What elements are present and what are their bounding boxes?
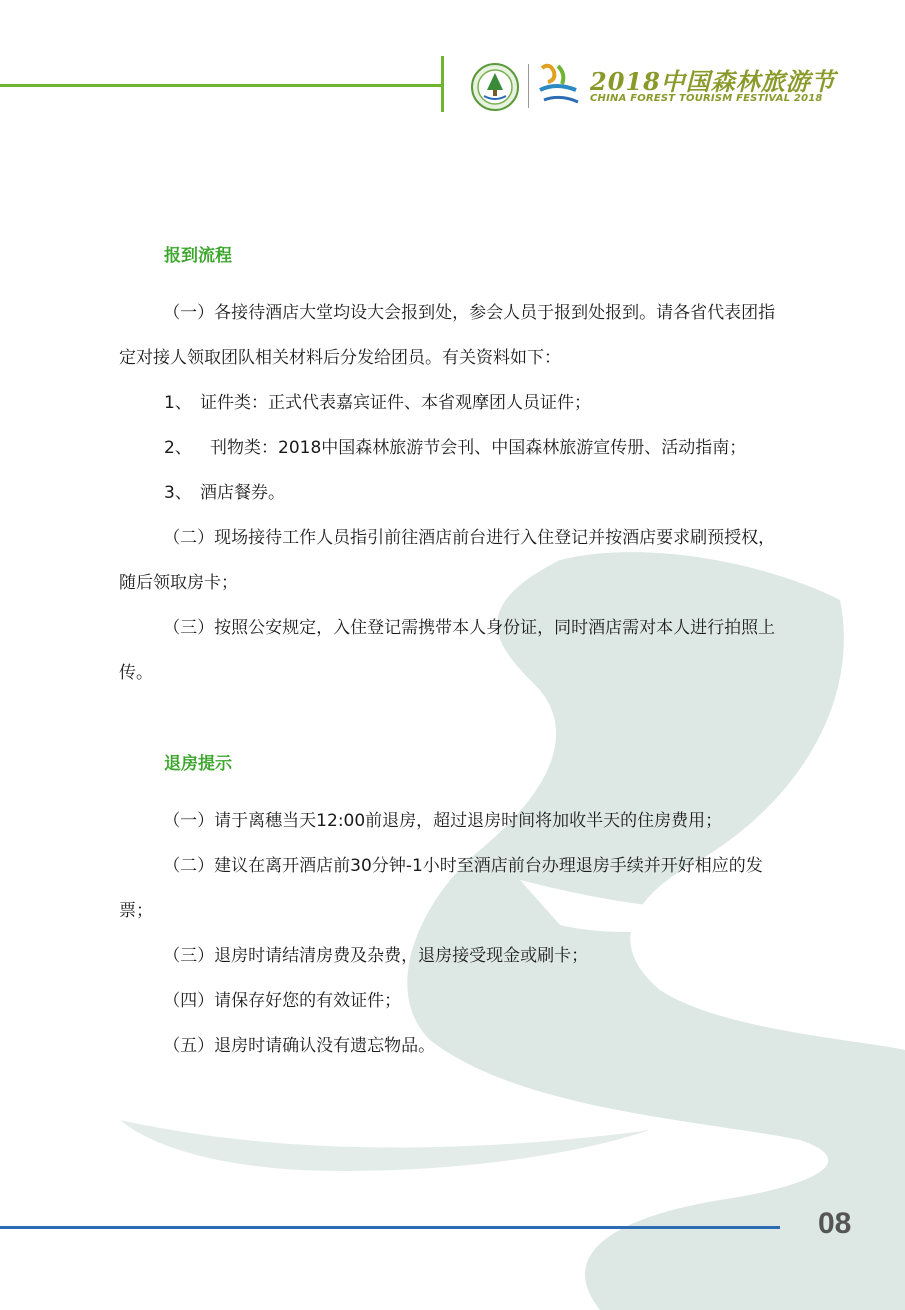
list-number: 1、 (164, 393, 192, 413)
checkin-paragraph-2: （二）现场接待工作人员指引前往酒店前台进行入住登记并按酒店要求刷预授权，随后领取房卡； (119, 528, 776, 593)
festival-title: 2018中国森林旅游节 (590, 67, 836, 96)
emblem-logo-icon (470, 62, 520, 112)
footer-rule (0, 1226, 780, 1229)
checkin-list-item-1 (119, 381, 787, 426)
header-divider (441, 56, 444, 112)
festival-mark-icon (536, 60, 582, 110)
checkout-paragraph-1: （一）请于离穗当天12:00前退房，超过退房时间将加收半天的住房费用； (163, 811, 723, 831)
checkout-paragraph-2: （二）建议在离开酒店前30分钟-1小时至酒店前台办理退房手续并开好相应的发票； (119, 856, 763, 921)
section-title-checkin: 报到流程 (164, 246, 232, 266)
list-text: 酒店餐券。 (200, 483, 285, 503)
checkout-paragraph-4: （四）请保存好您的有效证件； (163, 991, 402, 1011)
list-number: 2、 (164, 438, 192, 458)
checkout-paragraph-3: （三）退房时请结清房费及杂费，退房接受现金或刷卡； (163, 946, 589, 966)
checkin-paragraph-3: （三）按照公安规定，入住登记需携带本人身份证，同时酒店需对本人进行拍照上传。 (119, 618, 776, 683)
checkin-list-item-2 (119, 426, 787, 471)
checkin-paragraph-1: （一）各接待酒店大堂均设大会报到处，参会人员于报到处报到。请各省代表团指定对接人领取团队相关材料后分发给团员。有关资料如下： (119, 303, 776, 368)
section-title-checkout: 退房提示 (164, 754, 232, 774)
list-text: 刊物类：2018中国森林旅游节会刊、中国森林旅游宣传册、活动指南； (210, 438, 747, 458)
main-content (119, 240, 787, 1069)
checkin-list-item-3 (119, 471, 787, 516)
list-number: 3、 (164, 483, 192, 503)
page-number: 08 (818, 1207, 852, 1240)
logo-divider (528, 64, 529, 108)
checkout-paragraph-5: （五）退房时请确认没有遗忘物品。 (163, 1036, 436, 1056)
festival-subtitle: CHINA FOREST TOURISM FESTIVAL 2018 (590, 93, 823, 104)
list-text: 证件类：正式代表嘉宾证件、本省观摩团人员证件； (200, 393, 591, 413)
header-rule (0, 84, 443, 87)
